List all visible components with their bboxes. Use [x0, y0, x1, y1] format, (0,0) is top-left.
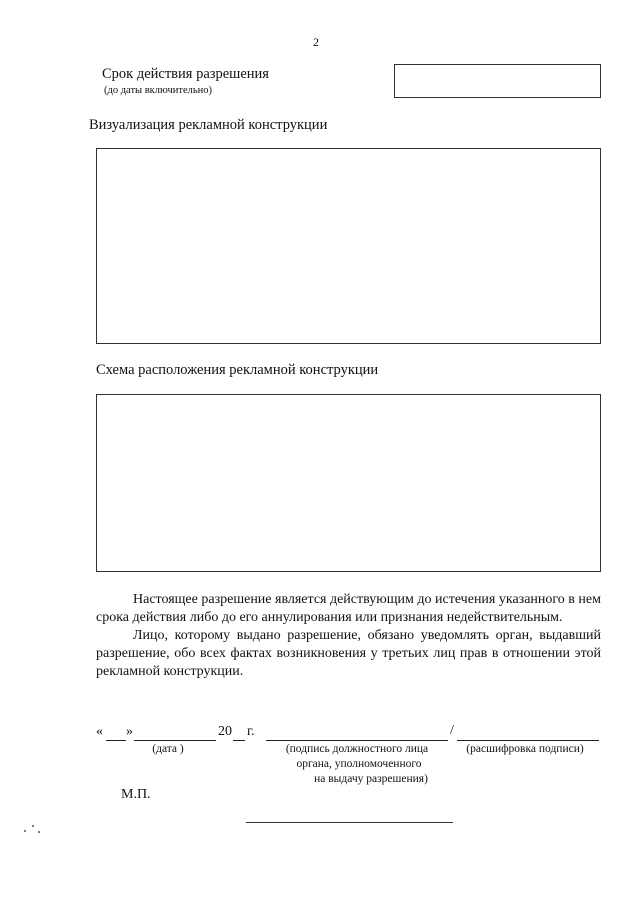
date-month-line[interactable]	[134, 740, 216, 741]
signature-caption-line-1: (подпись должностного лица	[285, 743, 429, 755]
signature-caption-line-2: органа, уполномоченного	[296, 758, 422, 770]
date-year-line[interactable]	[233, 740, 245, 741]
signature-caption	[262, 742, 452, 787]
date-quote-open: «	[96, 724, 103, 739]
scheme-label: Схема расположения рекламной конструкции	[96, 362, 379, 378]
scan-speck	[38, 831, 40, 833]
signature-caption-line-3: на выдачу разрешения)	[314, 773, 428, 785]
body-text	[96, 591, 601, 681]
signature-slash: /	[450, 723, 454, 738]
page-number: 2	[313, 35, 319, 49]
date-year-suffix: г.	[247, 724, 255, 739]
decoding-caption: (расшифровка подписи)	[466, 743, 584, 755]
scan-speck	[32, 825, 34, 827]
scheme-box	[96, 394, 601, 572]
date-day-line[interactable]	[106, 740, 126, 741]
bottom-rule	[246, 822, 453, 823]
date-year-prefix: 20	[218, 724, 232, 739]
visualization-label: Визуализация рекламной конструкции	[89, 117, 328, 133]
validity-label: Срок действия разрешения	[102, 66, 269, 82]
scan-speck	[24, 830, 26, 832]
visualization-box	[96, 148, 601, 344]
date-quote-close: »	[126, 724, 133, 739]
body-paragraph-2: Лицо, которому выдано разрешение, обязано уведомлять орган, выдавший разрешение, обо всех фактах возникновения у третьих лиц прав в отношении этой рекламной конструкции.	[96, 628, 601, 679]
validity-sublabel: (до даты включительно)	[104, 85, 212, 96]
date-caption: (дата )	[152, 743, 184, 755]
decoding-line[interactable]	[457, 740, 599, 741]
body-paragraph-1: Настоящее разрешение является действующим до истечения указанного в нем срока действия либо до его аннулирования или признания недействительным.	[96, 592, 601, 625]
validity-field[interactable]	[394, 64, 601, 98]
signature-line[interactable]	[266, 740, 448, 741]
stamp-label: М.П.	[121, 787, 151, 802]
